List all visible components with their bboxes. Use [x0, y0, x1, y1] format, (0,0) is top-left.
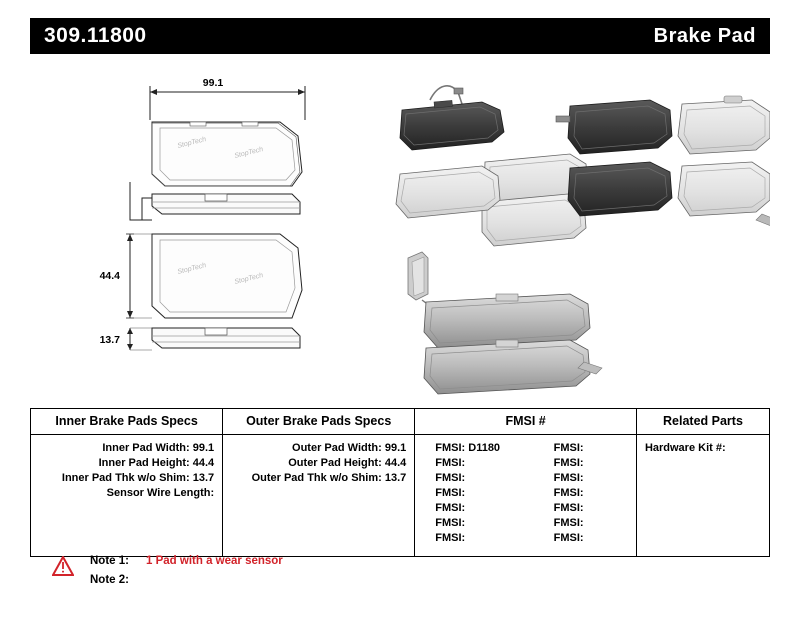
fmsi-cell	[415, 435, 637, 557]
fmsi-entry: FMSI:	[553, 487, 584, 499]
header-bar	[30, 18, 770, 54]
svg-text:StopTech: StopTech	[233, 272, 264, 286]
fmsi-entry: FMSI:	[435, 457, 466, 469]
fmsi-entry: FMSI: D1180	[435, 442, 501, 454]
inner-pad-height-value: 44.4	[192, 457, 215, 469]
specs-table	[30, 408, 770, 557]
fmsi-entry: FMSI:	[553, 517, 584, 529]
dimension-height: 44.4	[99, 270, 120, 282]
dimension-width: 99.1	[202, 77, 224, 89]
fmsi-column-left	[423, 441, 525, 546]
fmsi-entry: FMSI:	[553, 472, 584, 484]
fmsi-entry: FMSI:	[553, 457, 584, 469]
fmsi-entry: FMSI:	[435, 517, 466, 529]
outer-pad-height-value: 44.4	[384, 457, 407, 469]
outer-spec-row: Outer Pad Height: 44.4	[288, 457, 407, 469]
fmsi-entry: FMSI:	[553, 502, 584, 514]
fmsi-entry: FMSI:	[435, 472, 466, 484]
inner-pad-thickness-value: 13.7	[192, 472, 215, 484]
header-fmsi: FMSI #	[415, 409, 637, 435]
svg-text:StopTech: StopTech	[176, 262, 207, 276]
notes-section	[52, 552, 552, 590]
outer-pad-thickness-value: 13.7	[384, 472, 407, 484]
hardware-kit-entry: Hardware Kit #:	[644, 442, 726, 454]
outer-specs-cell	[223, 435, 415, 557]
inner-spec-row: Sensor Wire Length:	[106, 487, 215, 499]
dimension-thickness: 13.7	[99, 334, 120, 346]
related-parts-cell	[636, 435, 769, 557]
outer-pad-width-value: 99.1	[384, 442, 407, 454]
page-title: Brake Pad	[653, 24, 756, 47]
fmsi-entry: FMSI:	[553, 442, 584, 454]
fmsi-entry: FMSI:	[435, 532, 466, 544]
inner-spec-row: Inner Pad Height: 44.4	[98, 457, 215, 469]
fmsi-column-right	[526, 441, 628, 546]
svg-text:StopTech: StopTech	[176, 136, 207, 150]
part-number: 309.11800	[44, 24, 147, 47]
fmsi-entry: FMSI:	[553, 532, 584, 544]
outer-spec-row: Outer Pad Thk w/o Shim: 13.7	[251, 472, 407, 484]
note-1-text: 1 Pad with a wear sensor	[146, 555, 283, 567]
header-inner-specs: Inner Brake Pads Specs	[31, 409, 223, 435]
technical-drawing	[30, 62, 770, 397]
fmsi-entry: FMSI:	[435, 487, 466, 499]
inner-specs-cell	[31, 435, 223, 557]
header-related-parts: Related Parts	[636, 409, 769, 435]
table-body-row	[31, 435, 770, 557]
note-1-row	[90, 552, 552, 571]
inner-pad-width-value: 99.1	[192, 442, 215, 454]
note-1-label: Note 1:	[90, 555, 129, 567]
header-outer-specs: Outer Brake Pads Specs	[223, 409, 415, 435]
svg-text:StopTech: StopTech	[233, 146, 264, 160]
warning-icon	[52, 556, 74, 576]
outer-spec-row: Outer Pad Width: 99.1	[292, 442, 407, 454]
table-header-row	[31, 409, 770, 435]
inner-spec-row: Inner Pad Width: 99.1	[102, 442, 215, 454]
inner-spec-row: Inner Pad Thk w/o Shim: 13.7	[61, 472, 215, 484]
fmsi-entry: FMSI:	[435, 502, 466, 514]
note-2-label: Note 2:	[90, 574, 129, 586]
note-2-row	[90, 571, 552, 590]
